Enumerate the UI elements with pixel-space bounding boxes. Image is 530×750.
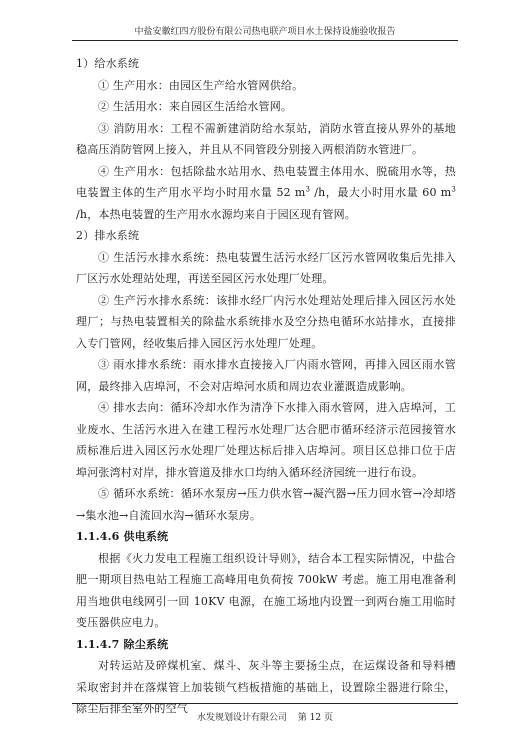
- section-drainage-heading: 2）排水系统: [76, 229, 140, 242]
- paragraph-rainwater: ③ 雨水排水系统：雨水排水直接接入厂内雨水管网，再排入园区雨水管网，最终排入店埠河，不会对店埠河水质和周边农业灌溉造成影响。: [76, 358, 456, 393]
- footer-page-number: 第 12 页: [297, 713, 334, 723]
- paragraph-drainage-destination: ④ 排水去向：循环冷却水作为清净下水排入雨水管网，进入店埠河，工业废水、生活污水进入在建工程污水处理厂达合肥市循环经济示范园接管水质标准后进入园区污水处理厂处理达标后排入店埠河。项目区总排口位于店埠河张湾村对岸，排水管道及排水口均纳入循环经济园统一进行布设。: [76, 401, 456, 479]
- page-content: [76, 53, 456, 720]
- footer-company: 水发规划设计有限公司: [196, 713, 287, 723]
- paragraph-production-water: ① 生产用水：由园区生产给水管网供给。: [98, 78, 304, 92]
- paragraph-domestic-water: ② 生活用水：来自园区生活给水管网。: [98, 100, 293, 113]
- header-divider: [72, 40, 458, 41]
- section-water-supply-heading: 1）给水系统: [76, 57, 140, 70]
- paragraph-circulating-water: ⑤ 循环水系统：循环水泵房→压力供水管→凝汽器→压力回水管→冷却塔→集水池→自流回水沟→循环水泵房。: [76, 487, 456, 522]
- page-footer: [0, 710, 530, 723]
- footer-divider: [72, 703, 458, 704]
- page-header: 中盐安徽红四方股份有限公司热电联产项目水土保持设施验收报告: [134, 27, 396, 37]
- paragraph-dust-removal: 对转运站及碎煤机室、煤斗、灰斗等主要扬尘点，在运煤设备和导料槽采取密封并在落煤管上加装锁气档板措施的基础上，设置除尘器进行除尘，除尘后排至室外的空气: [76, 659, 456, 715]
- paragraph-fire-water: ③ 消防用水：工程不需新建消防给水泵站，消防水管直接从界外的基地稳高压消防管网上接入，并且从不同管段分别接入两根消防水管进厂。: [76, 121, 456, 156]
- heading-dust-removal: 1.1.4.7 除尘系统: [76, 637, 169, 651]
- paragraph-domestic-sewage: ① 生活污水排水系统：热电装置生活污水经厂区污水管网收集后先排入厂区污水处理站处理，再送至园区污水处理厂处理。: [76, 250, 456, 285]
- paragraph-power-supply: 根据《火力发电工程施工组织设计导则》，结合本工程实际情况，中盐合肥一期项目热电站工程施工高峰用电负荷按 700kW 考虑。施工用电准备利用当地供电线网引一回 10KV 电源，在施工场地内设置一到两台施工用临时变压器供应电力。: [76, 551, 456, 629]
- paragraph-production-sewage: ② 生产污水排水系统：该排水经厂内污水处理站处理后排入园区污水处理厂；与热电装置相关的除盐水系统排水及空分热电循环水站排水，直接排入专门管网，经收集后排入园区污水处理厂处理。: [76, 293, 456, 350]
- heading-power-supply: 1.1.4.6 供电系统: [76, 530, 169, 543]
- paragraph-production-water-usage: ④ 生产用水：包括除盐水站用水、热电装置主体用水、脱硫用水等，热电装置主体的生产用水平均小时用水量 52 $m^3$ /h，最大小时用水量 60 $m^3$ /h，本热电装置的生产用水水源均来自于园区现有管网。: [76, 164, 456, 221]
